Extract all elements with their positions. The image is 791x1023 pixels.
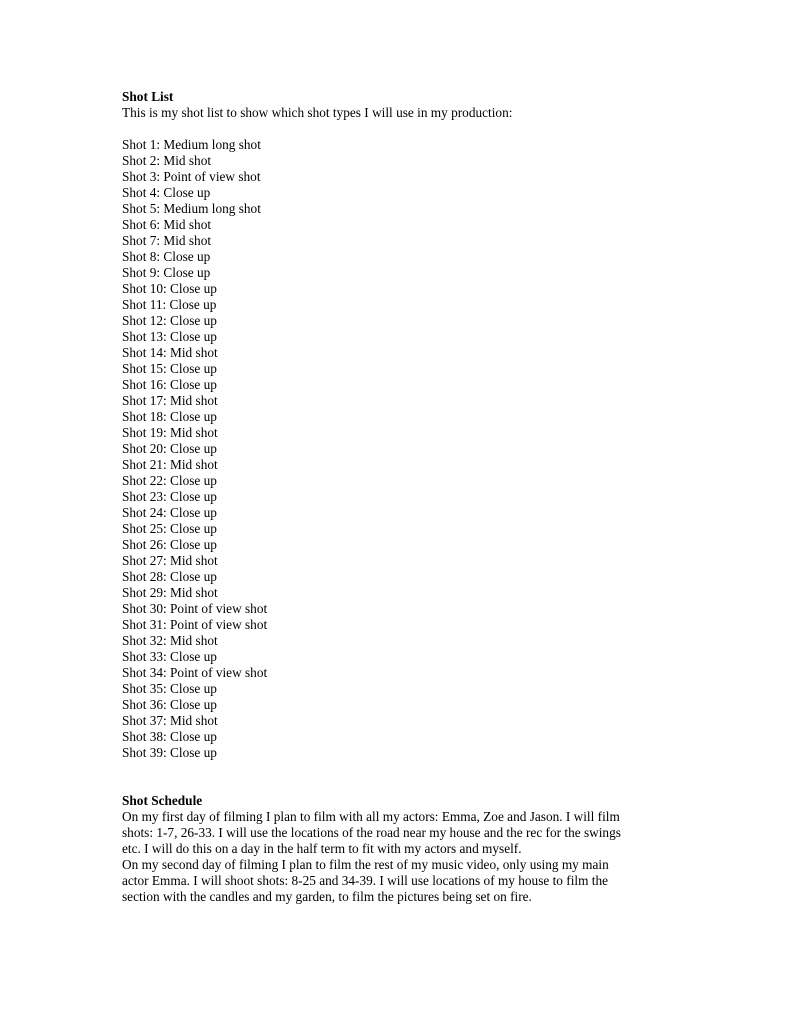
shot-list-item: Shot 19: Mid shot	[122, 425, 218, 440]
shot-list-item: Shot 26: Close up	[122, 537, 217, 552]
shot-list-item: Shot 5: Medium long shot	[122, 201, 261, 216]
shot-list-item: Shot 35: Close up	[122, 681, 217, 696]
shot-list-item: Shot 38: Close up	[122, 729, 217, 744]
shot-list-item: Shot 27: Mid shot	[122, 553, 218, 568]
shot-list-item: Shot 32: Mid shot	[122, 633, 218, 648]
shot-list-item: Shot 15: Close up	[122, 361, 217, 376]
spacer	[122, 121, 682, 137]
shot-schedule-heading: Shot Schedule	[122, 793, 203, 808]
shot-schedule-line: shots: 1-7, 26-33. I will use the locations of the road near my house and the rec for the swings	[122, 825, 621, 840]
shot-list-item: Shot 10: Close up	[122, 281, 217, 296]
shot-list-item: Shot 16: Close up	[122, 377, 217, 392]
shot-list-heading: Shot List	[122, 89, 174, 104]
shot-list-item: Shot 9: Close up	[122, 265, 211, 280]
shot-schedule-line: On my second day of filming I plan to film the rest of my music video, only using my main	[122, 857, 609, 872]
spacer	[122, 761, 682, 793]
shot-list-item: Shot 6: Mid shot	[122, 217, 212, 232]
shot-list-item: Shot 20: Close up	[122, 441, 217, 456]
shot-list-item: Shot 25: Close up	[122, 521, 217, 536]
shot-list-item: Shot 7: Mid shot	[122, 233, 212, 248]
shot-list-item: Shot 2: Mid shot	[122, 153, 212, 168]
shot-schedule-text	[122, 809, 682, 905]
document-content	[122, 89, 682, 905]
shot-list-item: Shot 30: Point of view shot	[122, 601, 268, 616]
shot-list-item: Shot 22: Close up	[122, 473, 217, 488]
shot-list-item: Shot 3: Point of view shot	[122, 169, 261, 184]
shot-list-item: Shot 34: Point of view shot	[122, 665, 268, 680]
shot-list-item: Shot 31: Point of view shot	[122, 617, 268, 632]
shot-list-item: Shot 36: Close up	[122, 697, 217, 712]
shot-list-item: Shot 21: Mid shot	[122, 457, 218, 472]
shot-list-item: Shot 17: Mid shot	[122, 393, 218, 408]
shot-list-item: Shot 39: Close up	[122, 745, 217, 760]
shot-list-intro: This is my shot list to show which shot types I will use in my production:	[122, 105, 513, 120]
shot-schedule-line: actor Emma. I will shoot shots: 8-25 and 34-39. I will use locations of my house to film the	[122, 873, 609, 888]
shot-list	[122, 137, 682, 761]
shot-list-item: Shot 12: Close up	[122, 313, 217, 328]
shot-list-item: Shot 33: Close up	[122, 649, 217, 664]
shot-list-item: Shot 4: Close up	[122, 185, 211, 200]
shot-list-item: Shot 14: Mid shot	[122, 345, 218, 360]
shot-list-item: Shot 8: Close up	[122, 249, 211, 264]
shot-list-item: Shot 37: Mid shot	[122, 713, 218, 728]
shot-list-item: Shot 1: Medium long shot	[122, 137, 261, 152]
shot-list-item: Shot 24: Close up	[122, 505, 217, 520]
shot-schedule-line: On my first day of filming I plan to film with all my actors: Emma, Zoe and Jason. I will film	[122, 809, 620, 824]
shot-schedule-line: etc. I will do this on a day in the half term to fit with my actors and myself.	[122, 841, 522, 856]
shot-schedule-line: section with the candles and my garden, to film the pictures being set on fire.	[122, 889, 532, 904]
shot-list-item: Shot 28: Close up	[122, 569, 217, 584]
shot-list-item: Shot 18: Close up	[122, 409, 217, 424]
shot-list-item: Shot 11: Close up	[122, 297, 217, 312]
shot-list-item: Shot 13: Close up	[122, 329, 217, 344]
shot-list-item: Shot 23: Close up	[122, 489, 217, 504]
shot-list-item: Shot 29: Mid shot	[122, 585, 218, 600]
